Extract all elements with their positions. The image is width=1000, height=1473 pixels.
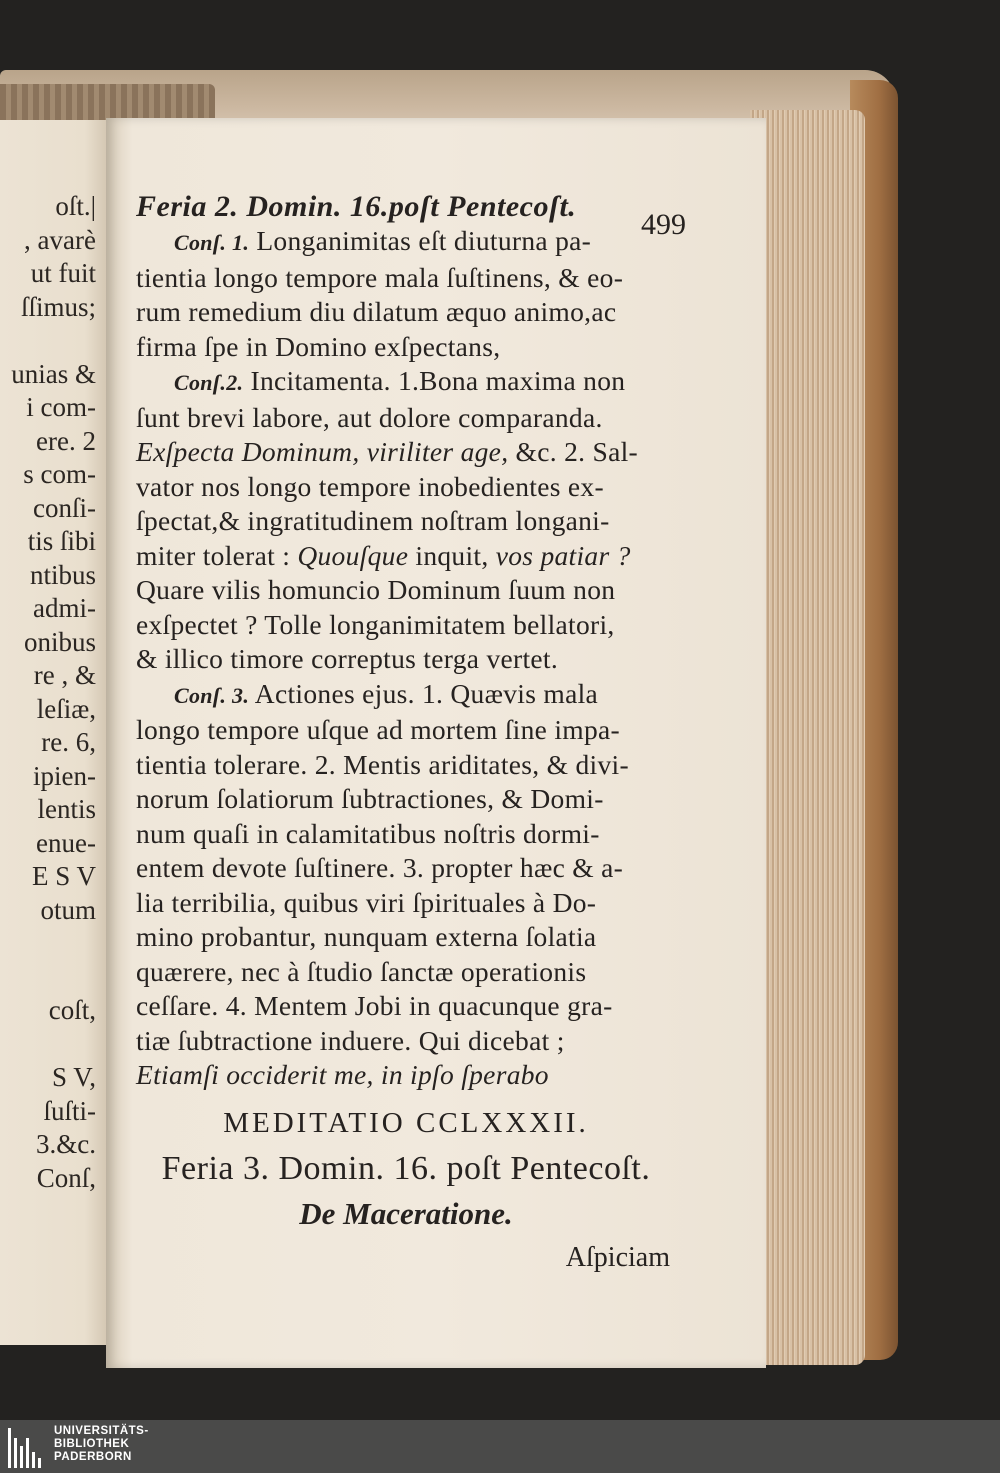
- left-page-line: s com-: [23, 459, 96, 489]
- text-span: tiæ ſubtractione induere. Qui dicebat ;: [136, 1024, 565, 1056]
- left-page-line: ſuſti-: [43, 1095, 96, 1126]
- text-span: Quouſque: [290, 539, 409, 571]
- page-text: [136, 190, 676, 1274]
- feria-title: Feria 3. Domin. 16. poſt Pentecoſt.: [161, 1149, 651, 1187]
- text-span: tientia longo tempore mala ſuſtinens, & eo-: [136, 261, 624, 293]
- text-span: ſpectat,& ingratitudinem noſtram longani-: [136, 505, 610, 536]
- right-page: [106, 118, 766, 1368]
- left-page-line: ipien-: [33, 760, 96, 791]
- text-span: & illico timore correptus terga vertet.: [136, 643, 559, 674]
- left-page-line: enue-: [36, 827, 96, 858]
- consideration-label: Conſ. 3.: [174, 682, 250, 708]
- left-page-line: S V,: [51, 1062, 96, 1092]
- left-page-line: [11, 961, 96, 995]
- text-span: lia terribilia, quibus viri ſpirituales à Do-: [136, 886, 597, 918]
- text-span: norum ſolatiorum ſubtractiones, & Domi-: [136, 783, 604, 814]
- text-span: Quare vilis homuncio Dominum ſuum non: [136, 574, 616, 605]
- text-line: [136, 504, 676, 539]
- left-page-line: E S V: [31, 861, 96, 891]
- left-page-line: ntibus: [29, 559, 96, 590]
- left-page-line: lentis: [37, 794, 96, 824]
- meditation-title: MEDITATIO CCLXXXII.: [223, 1106, 589, 1139]
- left-page-line: [11, 1028, 96, 1062]
- running-header: Feria 2. Domin. 16.poſt Pentecoſt.: [136, 190, 577, 223]
- text-span: vos patiar ?: [488, 539, 631, 571]
- body-text: [136, 224, 676, 1093]
- text-line: [136, 224, 676, 261]
- library-name-line: BIBLIOTHEK: [54, 1438, 130, 1450]
- text-span: ceſſare. 4. Mentem Jobi in quacunque gra-: [136, 990, 613, 1021]
- text-line: [136, 642, 676, 677]
- section-subtitle: De Maceratione.: [299, 1195, 513, 1231]
- left-page-line: re , &: [33, 660, 96, 690]
- left-page-line: onibus: [23, 626, 96, 657]
- text-span: longo tempore uſque ad mortem ſine impa-: [136, 714, 620, 745]
- consideration-label: Conſ.2.: [174, 370, 244, 395]
- text-line: [136, 1058, 676, 1093]
- left-page-line: coſt,: [48, 995, 96, 1025]
- consideration-label: Conſ. 1.: [174, 230, 250, 255]
- left-page-line: otum: [40, 894, 96, 925]
- text-span: vator nos longo tempore inobedientes ex-: [136, 470, 604, 502]
- text-line: [136, 851, 676, 886]
- text-span: entem devote ſuſtinere. 3. propter hæc & a-: [136, 852, 624, 883]
- text-line: [136, 330, 676, 365]
- left-page-line: [11, 927, 96, 961]
- text-span: inquit,: [408, 539, 489, 571]
- text-line: [136, 608, 676, 643]
- page-edges: [750, 110, 865, 1365]
- text-line: [136, 261, 676, 296]
- text-line: [136, 435, 676, 470]
- left-page-line: tis ſibi: [27, 526, 96, 556]
- left-page-line: ut fuit: [30, 258, 96, 288]
- text-span: Longanimitas eſt diuturna pa-: [249, 225, 592, 256]
- text-line: [136, 955, 676, 990]
- text-line: [136, 989, 676, 1024]
- text-line: [136, 782, 676, 817]
- text-span: miter tolerat :: [136, 539, 291, 571]
- left-page-line: conſi-: [33, 492, 96, 523]
- text-span: tientia tolerare. 2. Mentis ariditates, & divi-: [136, 748, 629, 780]
- left-page-line: admi-: [33, 593, 96, 623]
- text-span: exſpectet ? Tolle longanimitatem bellatori,: [136, 608, 615, 640]
- text-line: [136, 677, 676, 714]
- left-page: [0, 120, 106, 1345]
- library-name: [54, 1425, 149, 1464]
- text-span: Exſpecta Dominum, viriliter age,: [136, 436, 509, 467]
- text-line: [136, 470, 676, 505]
- library-footer: [0, 1420, 1000, 1473]
- left-page-line: Conſ,: [36, 1162, 96, 1193]
- left-page-text: [11, 190, 96, 1195]
- text-span: &c. 2. Sal-: [508, 436, 638, 467]
- text-line: [136, 539, 676, 574]
- left-page-line: [11, 324, 96, 358]
- library-name-line: UNIVERSITÄTS-: [54, 1425, 149, 1437]
- left-page-line: unias &: [11, 358, 96, 389]
- text-span: ſunt brevi labore, aut dolore comparanda.: [136, 401, 603, 433]
- catchword: Aſpiciam: [565, 1241, 670, 1273]
- left-page-line: ſſimus;: [20, 291, 96, 322]
- left-page-line: ere. 2: [36, 425, 96, 456]
- left-page-line: leſiæ,: [36, 693, 96, 724]
- text-span: num quaſi in calamitatibus noſtris dormi-: [136, 817, 600, 849]
- text-span: quærere, nec à ſtudio ſanctæ operationis: [136, 955, 587, 987]
- text-line: [136, 401, 676, 436]
- text-line: [136, 364, 676, 401]
- text-line: [136, 713, 676, 748]
- library-logo-icon: [8, 1428, 44, 1468]
- text-line: [136, 920, 676, 955]
- text-line: [136, 817, 676, 852]
- left-page-line: re. 6,: [41, 727, 96, 757]
- text-line: [136, 748, 676, 783]
- text-span: Etiamſi occiderit me, in ipſo ſperabo: [136, 1059, 549, 1090]
- text-span: Actiones ejus. 1. Quævis mala: [249, 677, 599, 709]
- text-span: mino probantur, nunquam externa ſolatia: [136, 921, 597, 952]
- library-name-line: PADERBORN: [54, 1451, 132, 1463]
- text-span: rum remedium diu dilatum æquo animo,ac: [136, 296, 617, 327]
- text-line: [136, 1024, 676, 1059]
- left-page-line: 3.&c.: [36, 1129, 96, 1159]
- text-line: [136, 295, 676, 330]
- left-page-line: , avarè: [24, 224, 96, 255]
- page-number: 499: [641, 208, 686, 241]
- text-span: firma ſpe in Domino exſpectans,: [136, 330, 501, 362]
- text-line: [136, 886, 676, 921]
- text-line: [136, 573, 676, 608]
- text-span: Incitamenta. 1.Bona maxima non: [243, 365, 626, 396]
- left-page-line: i com-: [26, 392, 96, 422]
- left-page-line: oſt.|: [55, 191, 96, 221]
